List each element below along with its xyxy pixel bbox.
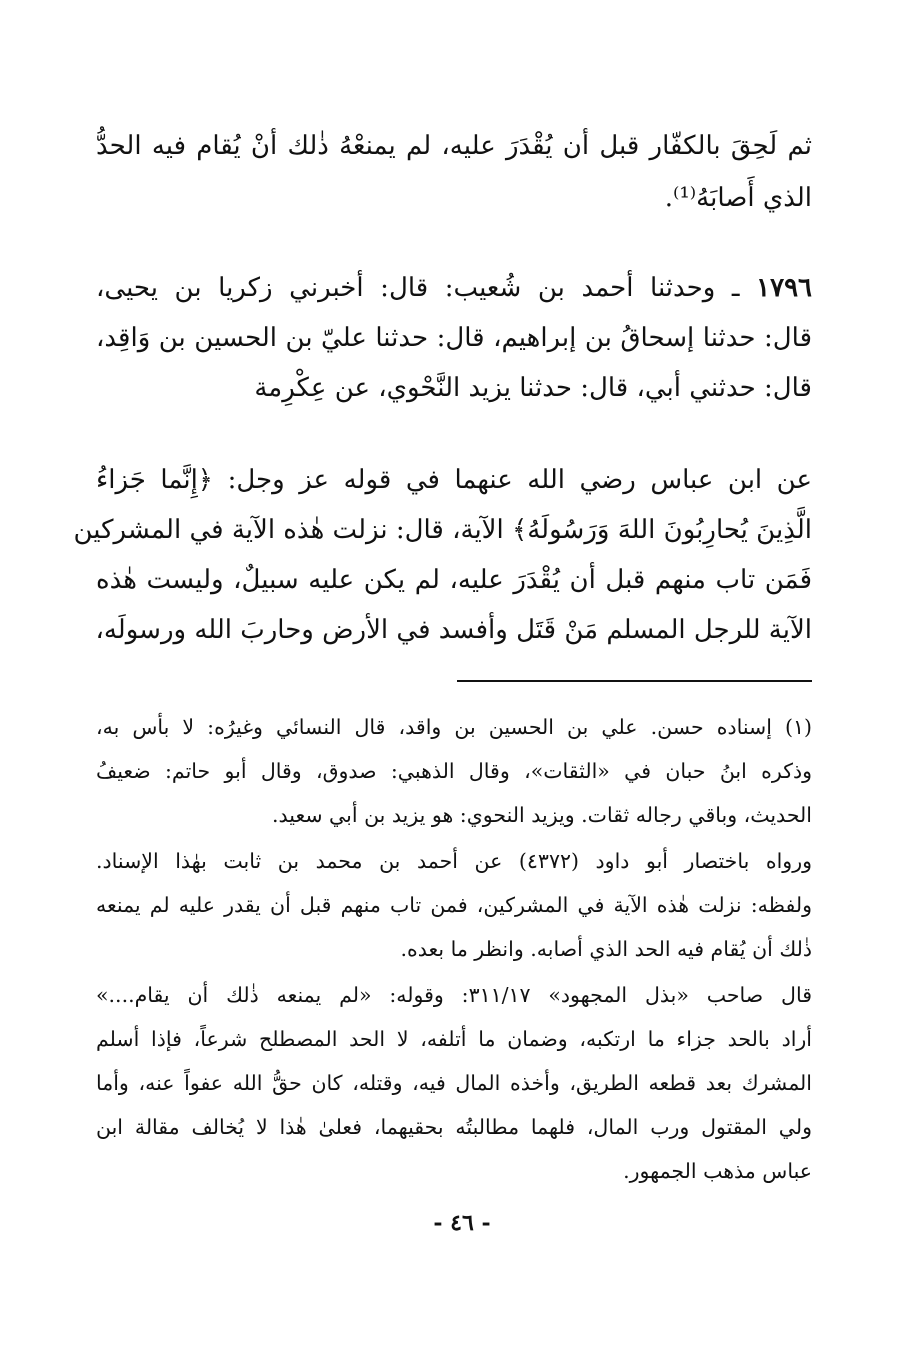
isnad-line-1 [96,270,812,310]
body-line: ثم لَحِقَ بالكفّار قبل أن يُقْدَرَ عليه، لم يمنعْهُ ذٰلك أنْ يُقام فيه الحدُّ [96,131,812,161]
matn-line: عن ابن عباس رضي الله عنهما في قوله عز وجل: ﴿إِنَّما جَزاءُ [96,465,812,495]
page-number: - ٤٦ - [433,1210,491,1236]
footnote-line: ذٰلك أن يُقام فيه الحد الذي أصابه. وانظر ما بعده. [400,937,812,961]
footnote-line: المشرك بعد قطعه الطريق، وأخذه المال فيه، وقتله، كان حقُّ الله عفواً عنه، وأما [96,1071,812,1095]
matn-line: الآية للرجل المسلم مَنْ قَتَل وأفسد في الأرض وحاربَ الله ورسولَه، [95,615,812,645]
body-line: الذي أَصابَهُ⁽¹⁾. [664,183,812,213]
footnote-line: ولفظه: نزلت هٰذه الآية في المشركين، فمن تاب منهم قبل أن يقدر عليه لم يمنعه [96,893,812,917]
footnote-line: ورواه باختصار أبو داود (٤٣٧٢) عن أحمد بن محمد بن ثابت بهٰذا الإسناد. [96,849,812,873]
footnote-line: الحديث، وباقي رجاله ثقات. ويزيد النحوي: هو يزيد بن أبي سعيد. [272,803,812,827]
isnad-text: ـ وحدثنا أحمد بن شُعيب: قال: أخبرني زكريا بن يحيى، [96,273,740,303]
footnote-line: عباس مذهب الجمهور. [623,1159,812,1183]
hadith-number: ١٧٩٦ [756,273,812,303]
footnote-line: (١) إسناده حسن. علي بن الحسين بن واقد، قال النسائي وغيرُه: لا بأس به، [96,715,812,739]
footnote-line: قال صاحب «بذل المجهود» ٣١١/١٧: وقوله: «لم يمنعه ذٰلك أن يقام....» [96,983,812,1007]
footnote-line: وذكره ابنُ حبان في «الثقات»، وقال الذهبي: صدوق، وقال أبو حاتم: ضعيفُ [96,759,812,783]
footnote-line: أراد بالحد جزاء ما ارتكبه، وضمان ما أتلفه، لا الحد المصطلح شرعاً، فإذا أسلم [96,1027,812,1051]
footnote-separator [457,680,812,682]
isnad-line: قال: حدثنا إسحاقُ بن إبراهيم، قال: حدثنا عليّ بن الحسين بن وَاقِد، [96,323,812,353]
matn-line: فَمَن تاب منهم قبل أن يُقْدَرَ عليه، لم يكن عليه سبيلٌ، وليست هٰذه [96,565,812,595]
matn-line: الَّذِينَ يُحارِبُونَ اللهَ وَرَسُولَهُ﴾ الآية، قال: نزلت هٰذه الآية في المشركين [73,515,812,545]
footnote-line: ولي المقتول ورب المال، فلهما مطالبتُه بحقيهما، فعلىٰ هٰذا لا يُخالف مقالة ابن [96,1115,812,1139]
isnad-line: قال: حدثني أبي، قال: حدثنا يزيد النَّحْوي، عن عِكْرِمة [254,373,812,403]
